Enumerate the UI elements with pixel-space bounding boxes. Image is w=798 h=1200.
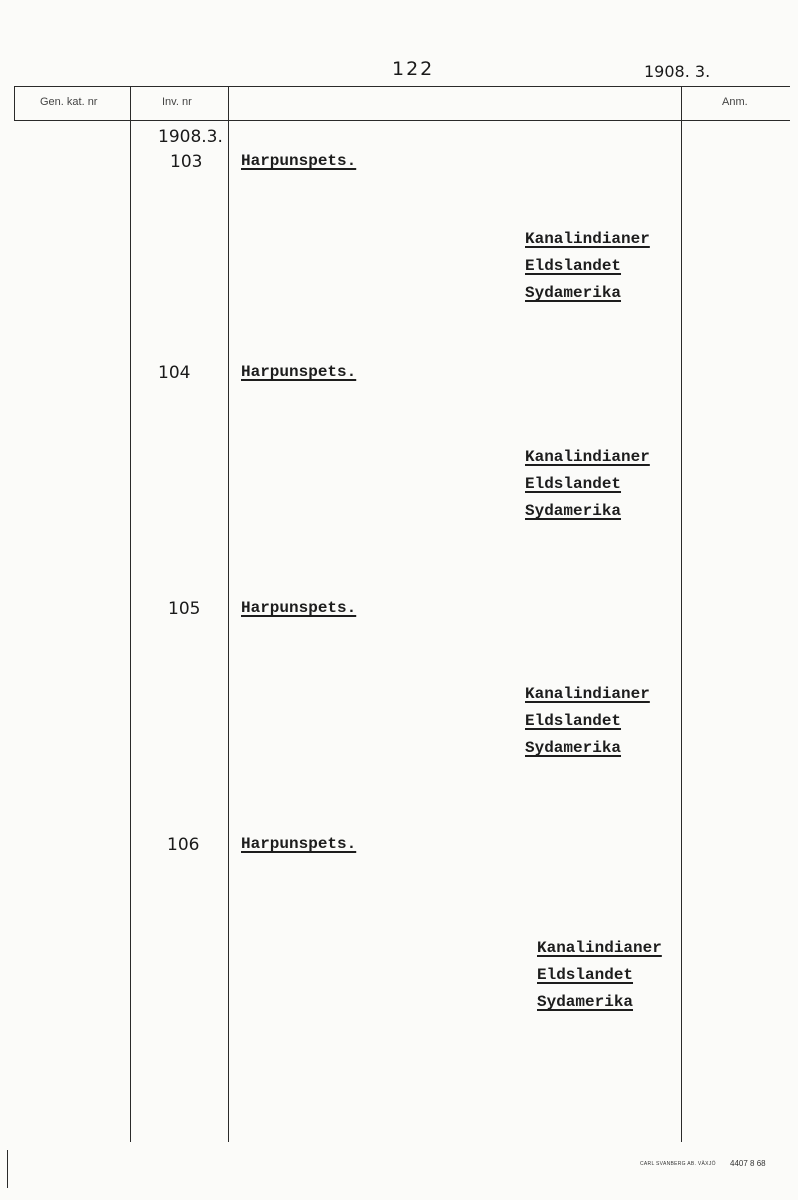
origin-block xyxy=(525,226,650,307)
column-header-inv: Inv. nr xyxy=(162,96,192,108)
object-name: Harpunspets. xyxy=(241,363,357,381)
object-description xyxy=(241,152,356,170)
inventory-number: 105 xyxy=(168,599,201,619)
origin-continent: Sydamerika xyxy=(525,739,622,757)
printer-imprint: CARL SVANBERG AB. VÄXJÖ xyxy=(640,1161,716,1167)
origin-region: Eldslandet xyxy=(525,257,622,275)
column-header-anm: Anm. xyxy=(722,96,748,108)
object-name: Harpunspets. xyxy=(241,835,357,853)
column-divider-inv-desc xyxy=(228,86,229,1142)
left-margin-mark xyxy=(7,1150,8,1188)
inventory-number: 103 xyxy=(170,152,203,172)
object-description xyxy=(241,835,356,853)
origin-group: Kanalindianer xyxy=(525,685,650,703)
origin-continent: Sydamerika xyxy=(525,284,622,302)
column-divider-desc-anm xyxy=(681,86,682,1142)
origin-continent: Sydamerika xyxy=(537,993,634,1011)
origin-group: Kanalindianer xyxy=(525,448,650,466)
accession-prefix: 1908.3. xyxy=(158,127,223,147)
column-header-gen-kat: Gen. kat. nr xyxy=(40,96,98,108)
origin-group: Kanalindianer xyxy=(537,939,662,957)
object-description xyxy=(241,363,356,381)
object-name: Harpunspets. xyxy=(241,599,357,617)
year-header: 1908. 3. xyxy=(644,62,711,81)
origin-continent: Sydamerika xyxy=(525,502,622,520)
object-name: Harpunspets. xyxy=(241,152,357,170)
object-description xyxy=(241,599,356,617)
column-divider-gen-inv xyxy=(130,86,131,1142)
origin-region: Eldslandet xyxy=(525,712,622,730)
origin-region: Eldslandet xyxy=(525,475,622,493)
column-divider-left xyxy=(14,86,15,120)
form-code: 4407 8 68 xyxy=(730,1159,766,1168)
page-number: 122 xyxy=(392,58,435,80)
origin-block xyxy=(537,935,662,1016)
origin-region: Eldslandet xyxy=(537,966,634,984)
origin-group: Kanalindianer xyxy=(525,230,650,248)
origin-block xyxy=(525,444,650,525)
inventory-number: 104 xyxy=(158,363,191,383)
inventory-number: 106 xyxy=(167,835,200,855)
origin-block xyxy=(525,681,650,762)
